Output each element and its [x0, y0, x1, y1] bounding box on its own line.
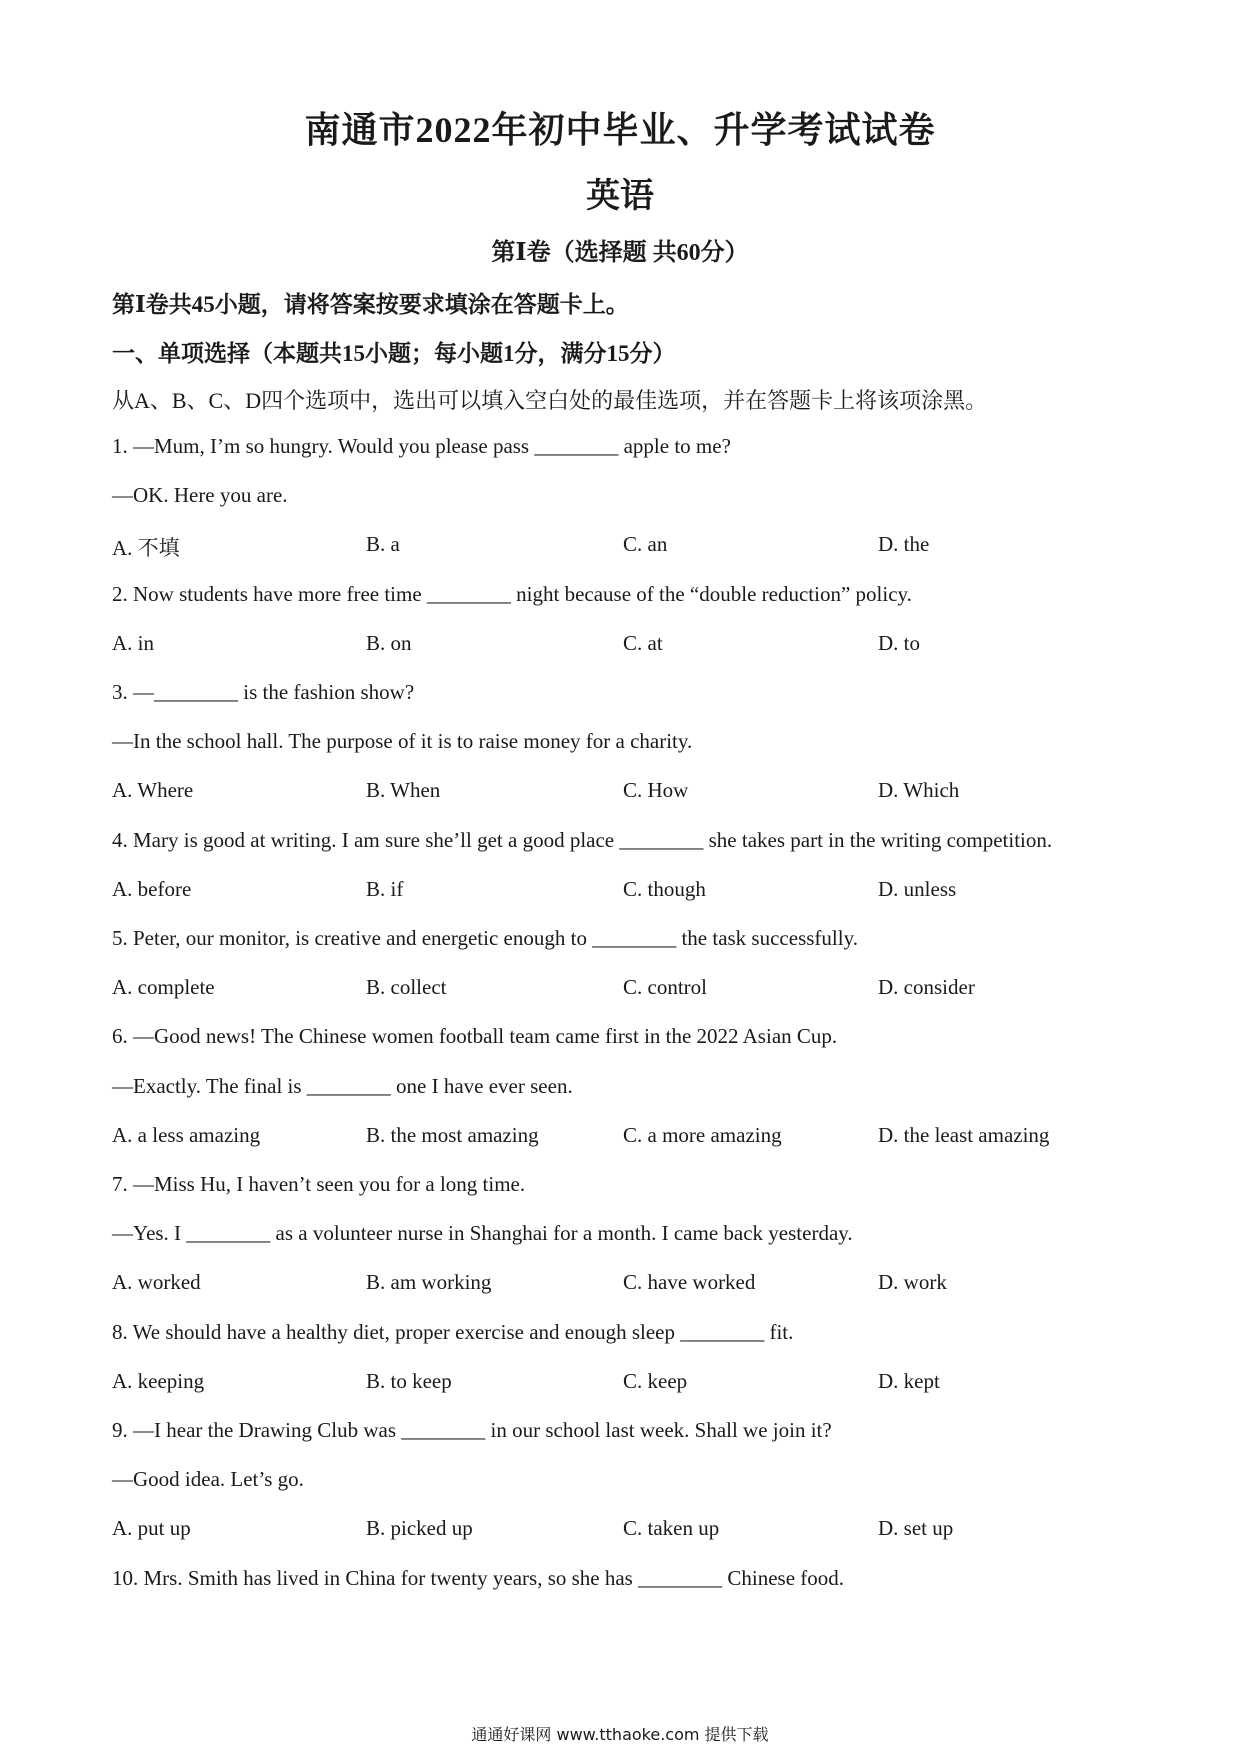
question-stem: 2. Now students have more free time ________ night because of the “double reduction” policy. — [112, 581, 912, 606]
answer-option: B. the most amazing — [366, 1122, 539, 1147]
question-stem: 7. —Miss Hu, I haven’t seen you for a long time. — [112, 1172, 526, 1196]
question-stem: 8. We should have a healthy diet, proper exercise and enough sleep ________ fit. — [112, 1319, 794, 1344]
answer-option: A. Where — [112, 778, 194, 803]
question-dialogue-line: —Yes. I ________ as a volunteer nurse in Shanghai for a month. I came back yesterday. — [112, 1221, 853, 1246]
part-note: 第Ⅰ卷共45小题，请将答案按要求填涂在答题卡上。 — [112, 292, 629, 317]
answer-option: B. When — [366, 778, 441, 803]
answer-option: D. Which — [878, 778, 960, 803]
answer-option: B. if — [366, 876, 404, 901]
question-stem: 9. —I hear the Drawing Club was ________ in our school last week. Shall we join it? — [112, 1418, 832, 1442]
answer-option: A. 不填 — [112, 536, 180, 561]
question-dialogue-line: —Good idea. Let’s go. — [112, 1467, 304, 1492]
answer-option: A. keeping — [112, 1368, 205, 1393]
answer-option: A. before — [112, 876, 192, 901]
question-stem: 10. Mrs. Smith has lived in China for twenty years, so she has ________ Chinese food. — [112, 1565, 845, 1590]
answer-option: A. worked — [112, 1270, 201, 1295]
answer-option: D. to — [878, 630, 920, 655]
section-heading: 一、单项选择（本题共15小题；每小题1分，满分15分） — [112, 341, 676, 366]
answer-option: A. in — [112, 630, 154, 655]
question-stem: 5. Peter, our monitor, is creative and energetic enough to ________ the task successfully. — [112, 926, 858, 950]
answer-option: B. a — [366, 532, 400, 557]
answer-option: A. put up — [112, 1516, 191, 1541]
answer-option: B. picked up — [366, 1516, 473, 1541]
answer-option: C. control — [623, 975, 707, 1000]
answer-option: C. have worked — [623, 1270, 756, 1295]
question-stem: 1. —Mum, I’m so hungry. Would you please pass ________ apple to me? — [112, 434, 731, 458]
answer-option: D. set up — [878, 1516, 954, 1541]
question-stem: 4. Mary is good at writing. I am sure she’ll get a good place ________ she takes part in the writing competition. — [112, 827, 1053, 852]
question-dialogue-line: —OK. Here you are. — [112, 483, 288, 508]
question-stem: 3. —________ is the fashion show? — [112, 680, 415, 704]
part-title: 第Ⅰ卷（选择题 共60分） — [491, 240, 749, 266]
answer-option: C. at — [623, 630, 663, 655]
answer-option: C. taken up — [623, 1516, 720, 1541]
answer-option: A. complete — [112, 975, 215, 1000]
answer-option: B. collect — [366, 975, 447, 1000]
section-directions: 从A、B、C、D四个选项中，选出可以填入空白处的最佳选项，并在答题卡上将该项涂黑。 — [112, 388, 988, 413]
answer-option: B. to keep — [366, 1368, 452, 1393]
answer-option: C. keep — [623, 1368, 688, 1393]
answer-option: D. kept — [878, 1368, 940, 1393]
question-dialogue-line: —Exactly. The final is ________ one I have ever seen. — [112, 1073, 573, 1098]
question-dialogue-line: —In the school hall. The purpose of it is to raise money for a charity. — [112, 729, 693, 754]
answer-option: D. consider — [878, 975, 975, 1000]
answer-option: C. an — [623, 532, 668, 557]
answer-option: C. though — [623, 876, 706, 901]
answer-option: D. the least amazing — [878, 1122, 1050, 1147]
exam-title: 南通市2022年初中毕业、升学考试试卷 — [304, 110, 936, 150]
answer-option: D. the — [878, 532, 930, 557]
question-stem: 6. —Good news! The Chinese women football team came first in the 2022 Asian Cup. — [112, 1024, 838, 1049]
answer-option: C. How — [623, 778, 689, 803]
subject-title: 英语 — [586, 178, 654, 215]
answer-option: B. am working — [366, 1270, 492, 1295]
answer-option: C. a more amazing — [623, 1122, 782, 1147]
answer-option: D. work — [878, 1270, 947, 1295]
answer-option: D. unless — [878, 876, 957, 901]
answer-option: A. a less amazing — [112, 1122, 261, 1147]
page-footer: 通通好课网 www.tthaoke.com 提供下载 — [471, 1725, 769, 1744]
answer-option: B. on — [366, 630, 412, 655]
